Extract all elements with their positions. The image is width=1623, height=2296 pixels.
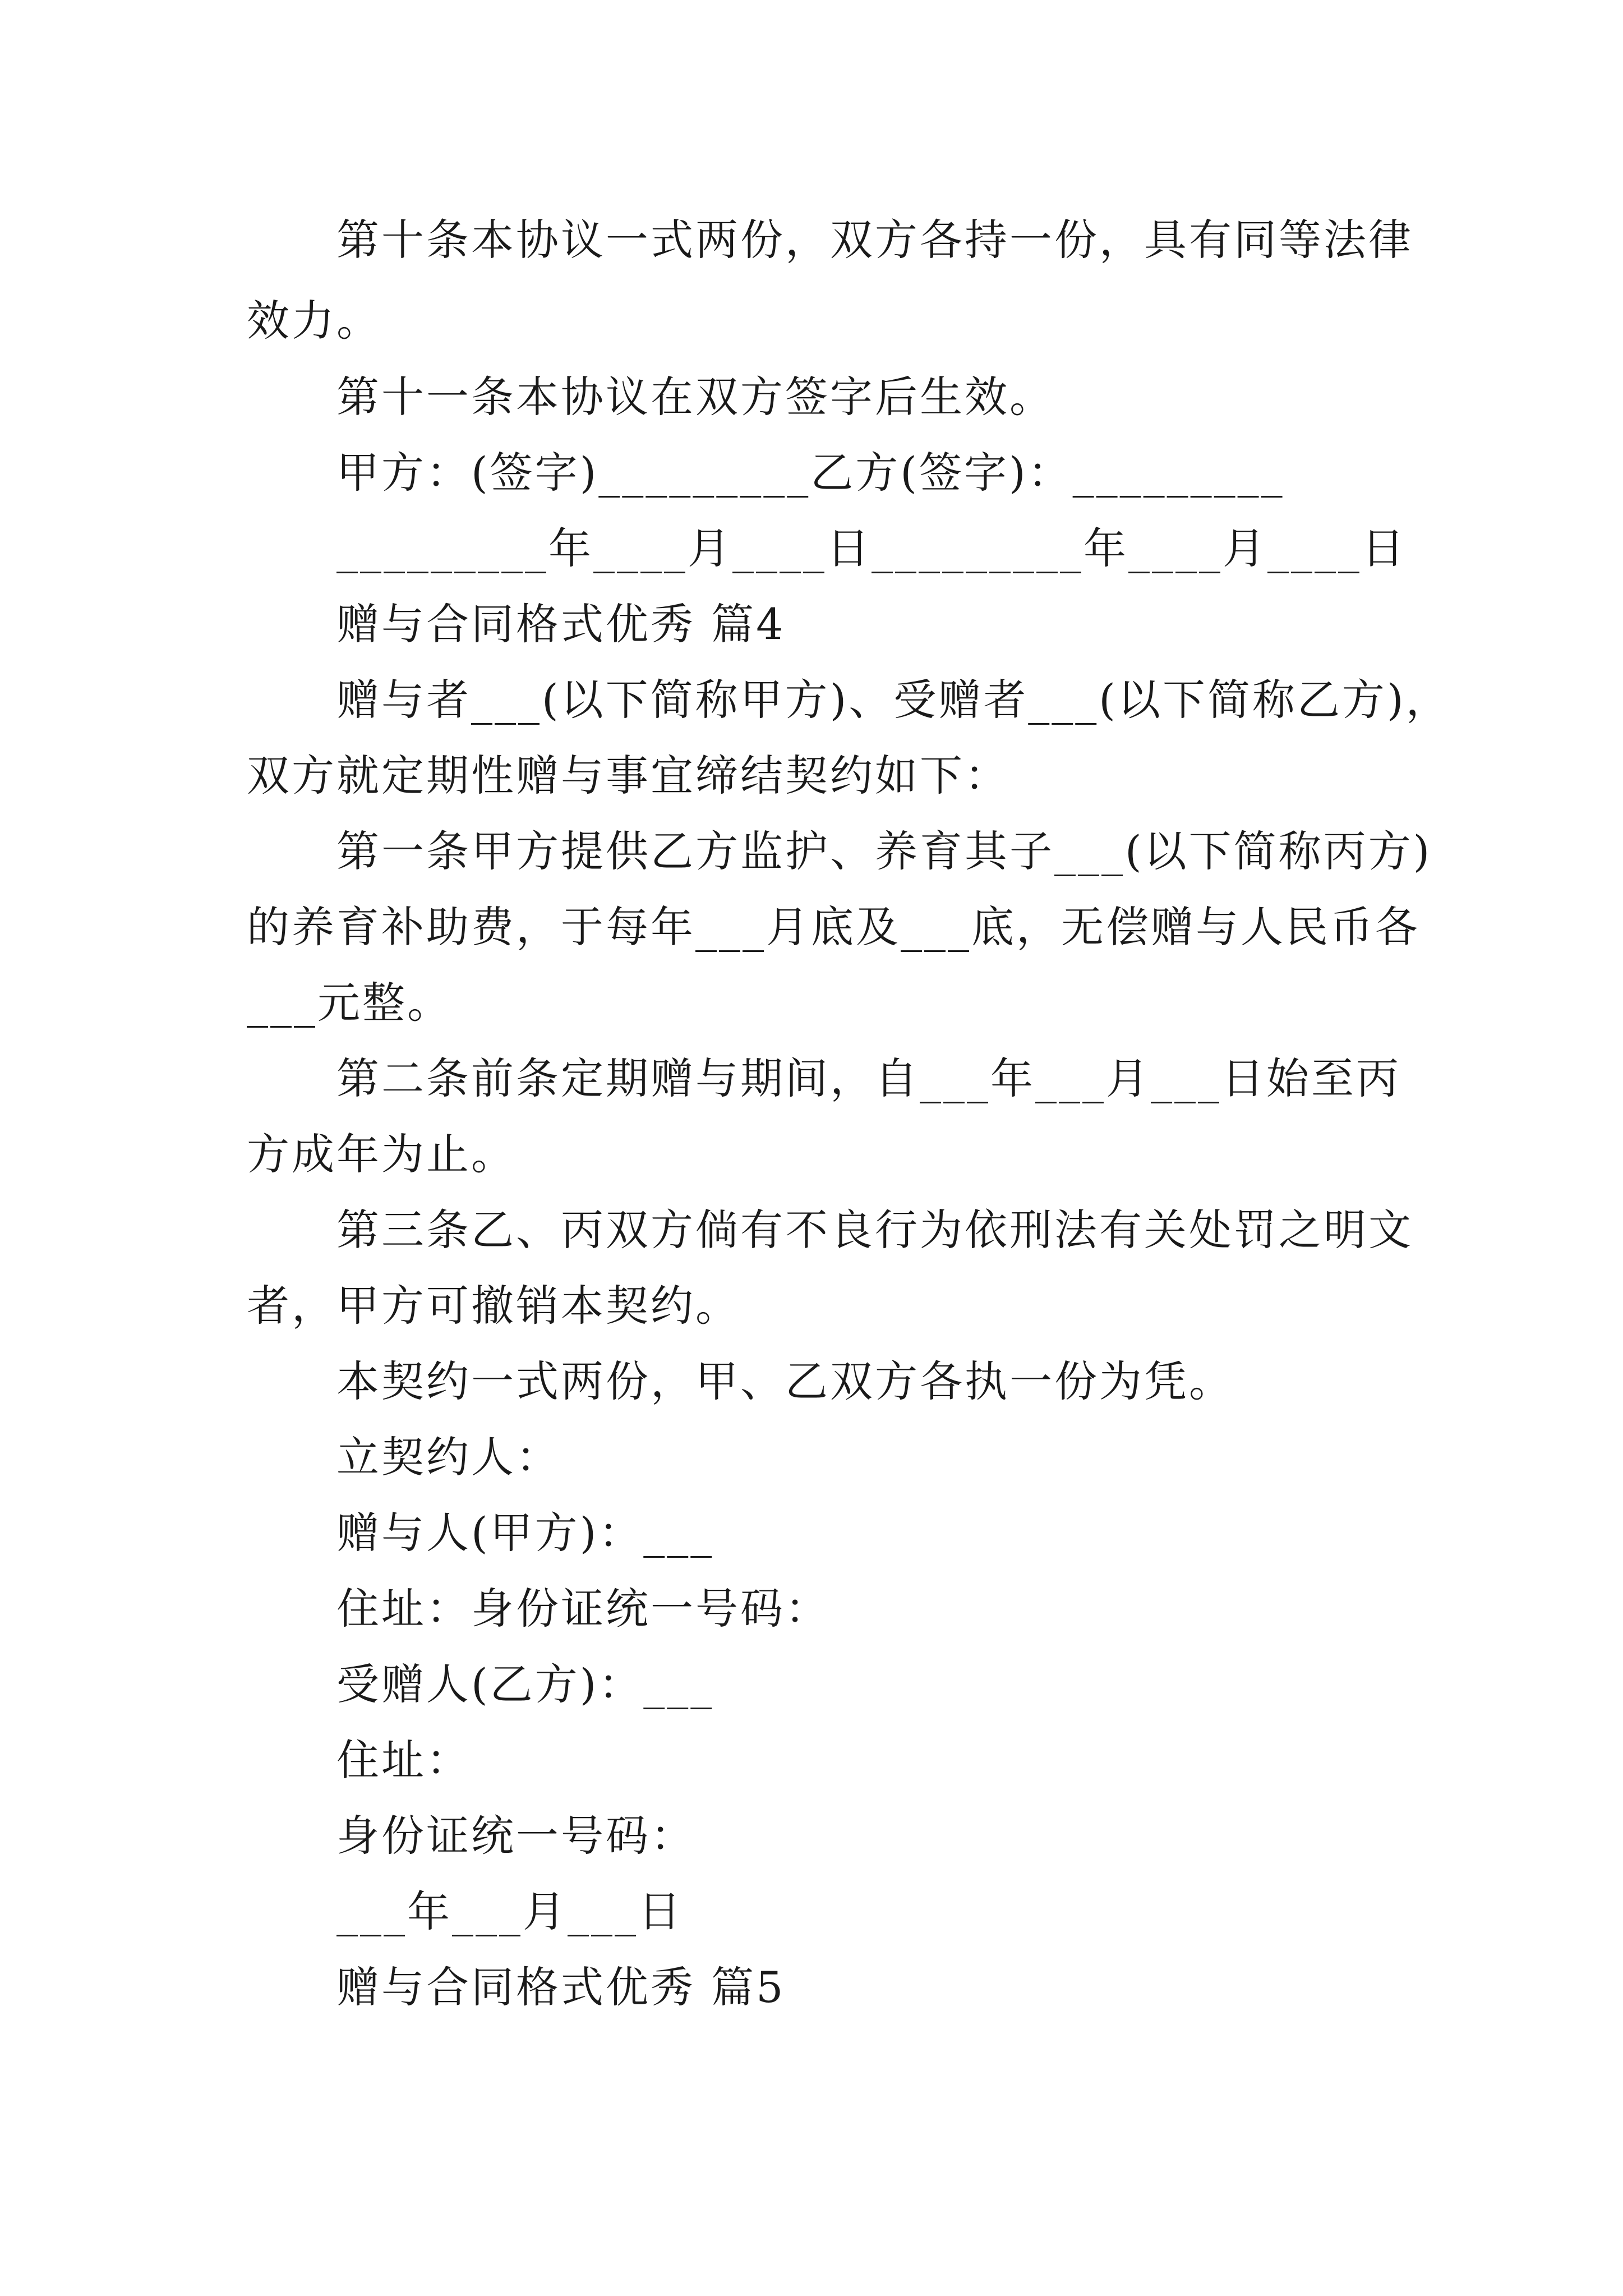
article-1-line-3: ___元整。 bbox=[247, 978, 452, 1028]
article-2-line-2: 方成年为止。 bbox=[247, 1129, 516, 1179]
donee-address: 住址： bbox=[336, 1735, 471, 1785]
parties-line-1: 赠与者___(以下简称甲方)、受赠者___(以下简称乙方)， bbox=[336, 675, 1451, 725]
article-1-line-1: 第一条甲方提供乙方监护、养育其子___(以下简称丙方) bbox=[336, 826, 1432, 876]
section-heading-5: 赠与合同格式优秀 篇5 bbox=[336, 1962, 786, 2012]
copies-clause: 本契约一式两份，甲、乙双方各执一份为凭。 bbox=[336, 1356, 1234, 1406]
donor-label: 赠与人(甲方)：___ bbox=[336, 1508, 714, 1558]
donee-label: 受赠人(乙方)：___ bbox=[336, 1659, 714, 1709]
article-1-line-2: 的养育补助费，于每年___月底及___底，无偿赠与人民币各 bbox=[247, 902, 1420, 952]
contract-date: ___年___月___日 bbox=[336, 1887, 683, 1936]
article-3-line-1: 第三条乙、丙双方倘有不良行为依刑法有关处罚之明文 bbox=[336, 1205, 1413, 1255]
donee-id: 身份证统一号码： bbox=[336, 1811, 695, 1861]
contract-parties-label: 立契约人： bbox=[336, 1432, 561, 1482]
article-2-line-1: 第二条前条定期赠与期间，自___年___月___日始至丙 bbox=[336, 1053, 1401, 1103]
article-3-line-2: 者，甲方可撤销本契约。 bbox=[247, 1281, 740, 1331]
parties-line-2: 双方就定期性赠与事宜缔结契约如下： bbox=[247, 751, 1009, 800]
clause-11: 第十一条本协议在双方签字后生效。 bbox=[336, 372, 1054, 422]
section-heading-4: 赠与合同格式优秀 篇4 bbox=[336, 599, 786, 649]
date-line: _________年____月____日_________年____月____日 bbox=[336, 523, 1407, 573]
clause-10-line-1: 第十条本协议一式两份，双方各持一份，具有同等法律 bbox=[336, 215, 1413, 265]
clause-10-line-2: 效力。 bbox=[247, 296, 381, 346]
signature-line: 甲方：(签字)_________乙方(签字)：_________ bbox=[336, 448, 1285, 498]
donor-address-id: 住址：身份证统一号码： bbox=[336, 1584, 830, 1634]
